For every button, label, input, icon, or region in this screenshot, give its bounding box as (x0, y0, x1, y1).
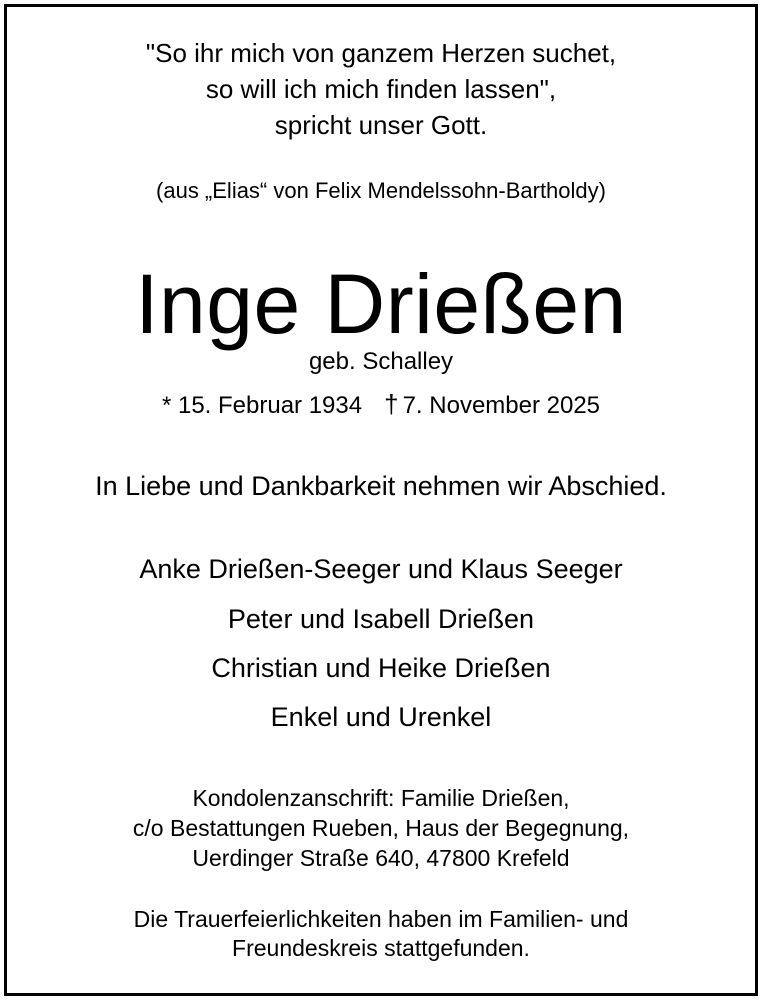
death-date: 7. November 2025 (402, 392, 601, 419)
cross-symbol: † (384, 389, 399, 419)
life-dates (0, 391, 762, 418)
verse-line-3: spricht unser Gott. (274, 110, 488, 140)
verse-line-2: so will ich mich finden lassen", (205, 74, 557, 104)
maiden-name: geb. Schalley (308, 348, 454, 375)
verse-line-1: "So ihr mich von ganzem Herzen suchet, (145, 38, 617, 68)
farewell-text: In Liebe und Dankbarkeit nehmen wir Abschied. (95, 471, 667, 501)
address-line-3: Uerdinger Straße 640, 47800 Krefeld (192, 845, 570, 871)
mourner-line-2: Peter und Isabell Drießen (227, 604, 535, 634)
mourner-line-3: Christian und Heike Drießen (211, 653, 551, 683)
address-line-2: c/o Bestattungen Rueben, Haus der Begegnung, (132, 815, 630, 841)
deceased-name: Inge Drießen (135, 257, 627, 351)
mourner-line-4: Enkel und Urenkel (270, 702, 492, 732)
verse-source: (aus „Elias“ von Felix Mendelssohn-Bartholdy) (156, 178, 606, 203)
note-line-1: Die Trauerfeierlichkeiten haben im Familien- und (133, 906, 629, 932)
birth-date: * 15. Februar 1934 (161, 392, 363, 419)
address-line-1: Kondolenzanschrift: Familie Drießen, (192, 785, 570, 811)
mourner-line-1: Anke Drießen-Seeger und Klaus Seeger (139, 554, 623, 584)
note-line-2: Freundeskreis stattgefunden. (232, 935, 530, 961)
